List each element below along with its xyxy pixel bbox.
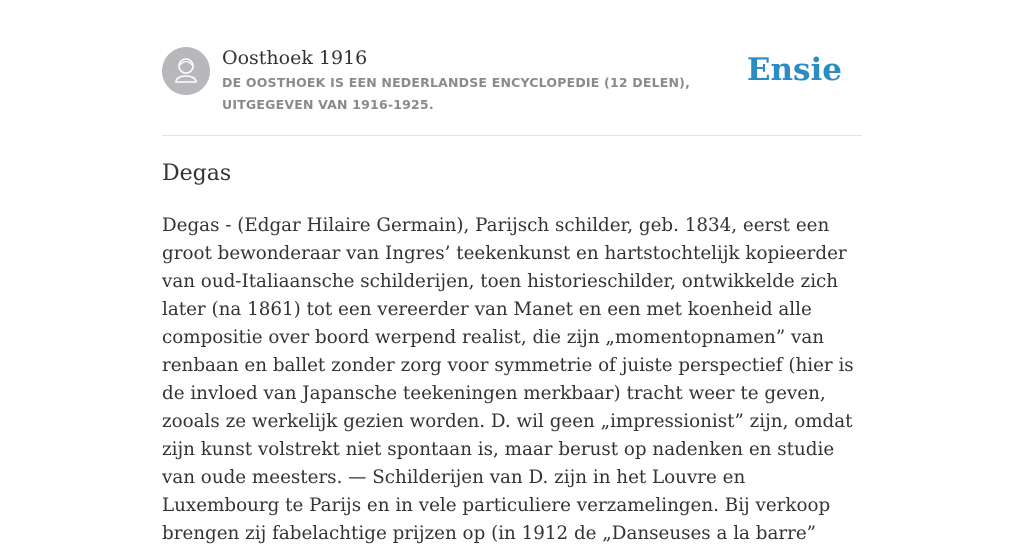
source-header bbox=[162, 46, 862, 135]
entry-body: Degas - (Edgar Hilaire Germain), Parijsch schilder, geb. 1834, eerst een groot bewonderaar van Ingres’ teekenkunst en hartstochtelijk kopieerder van oud-Italiaansche schilderijen, toen historieschilder, ontwikkelde zich later (na 1861) tot een vereerder van Manet en een met koenheid alle compositie over boord werpend realist, die zijn „momentopnamen” van renbaan en ballet zonder zorg voor symmetrie of juiste perspectief (hier is de invloed van Japansche teekeningen merkbaar) tracht weer te geven, zooals ze werkelijk gezien worden. D. wil geen „impressionist” zijn, omdat zijn kunst volstrekt niet spontaan is, maar berust op nadenken en studie van oude meesters. — Schilderijen van D. zijn in het Louvre en Luxembourg te Parijs en in vele particuliere verzamelingen. Bij verkoop brengen zij fabelachtige prijzen op (in 1912 de „Danseuses a la barre” bbox=[162, 215, 854, 544]
entry-title: Degas bbox=[162, 161, 232, 186]
header-divider bbox=[162, 135, 862, 136]
user-avatar-icon[interactable] bbox=[162, 47, 210, 95]
source-title[interactable]: Oosthoek 1916 bbox=[222, 47, 368, 69]
brand-logo[interactable]: Ensie bbox=[746, 52, 842, 88]
source-description: DE OOSTHOEK IS EEN NEDERLANDSE ENCYCLOPEDIE (12 DELEN), UITGEGEVEN VAN 1916-1925. bbox=[222, 75, 691, 112]
